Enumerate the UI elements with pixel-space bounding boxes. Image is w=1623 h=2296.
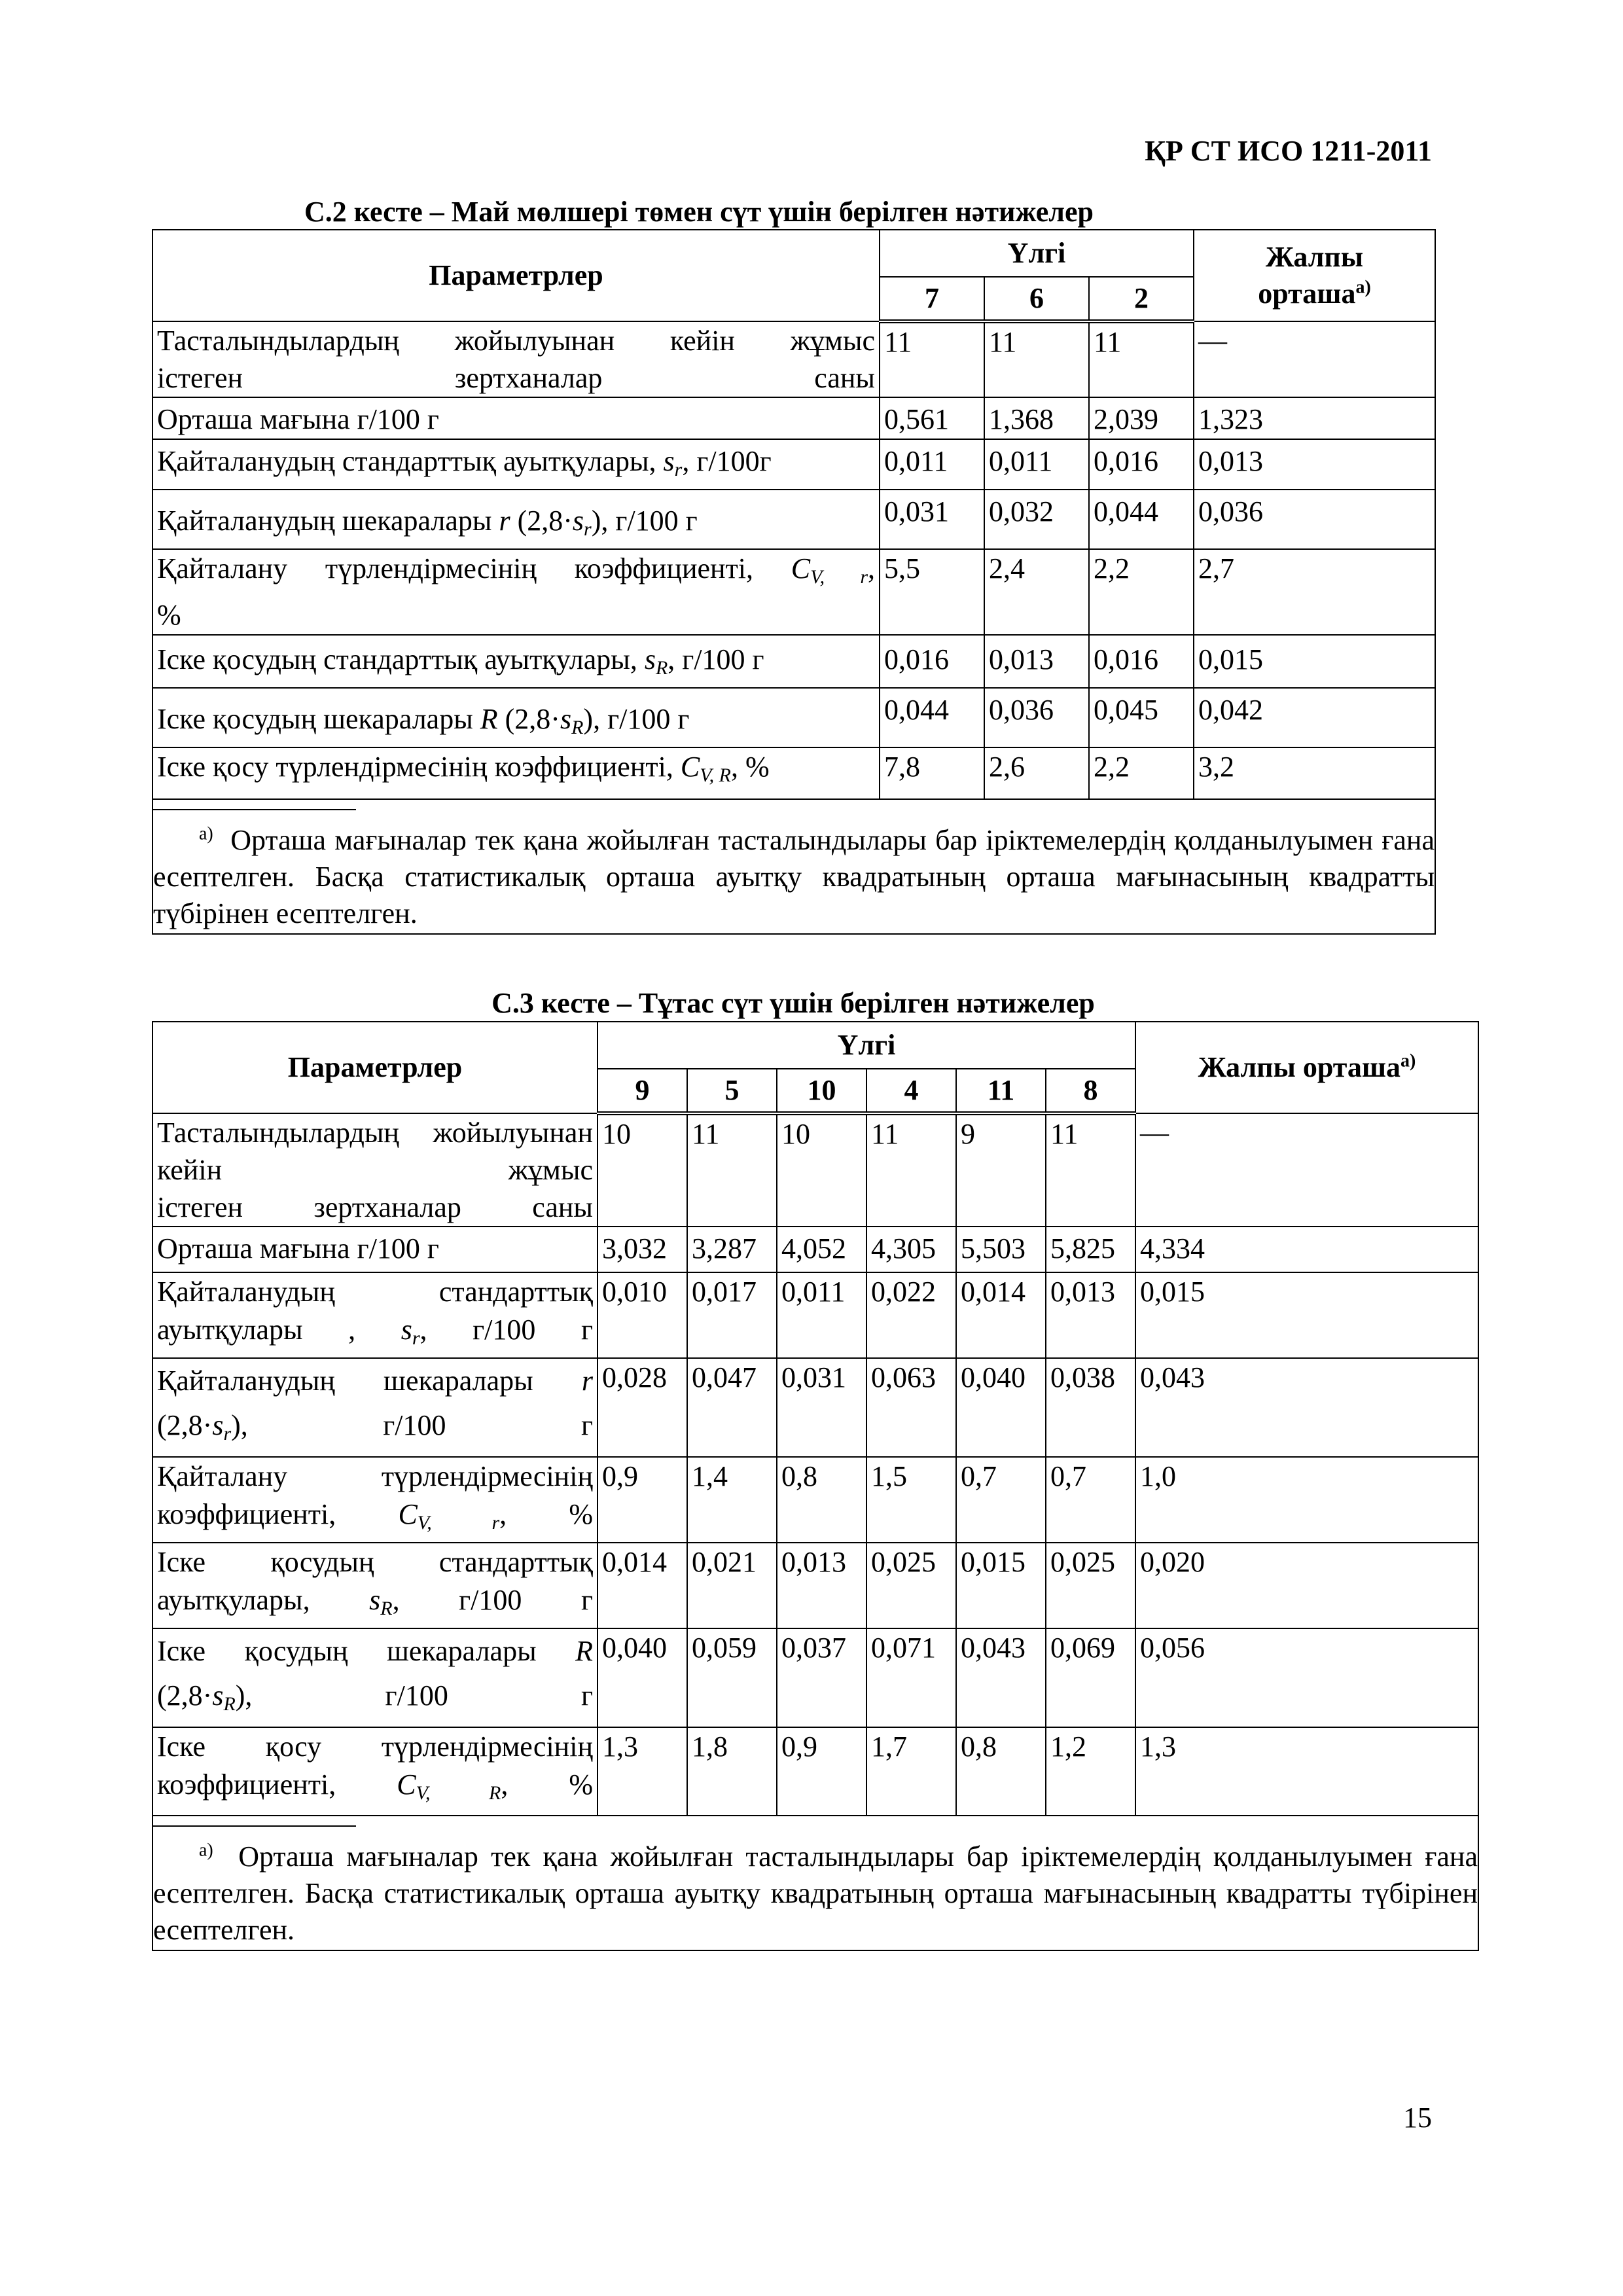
cell-value: 0,013 <box>1046 1272 1135 1358</box>
cell-total: 2,7 <box>1194 549 1435 635</box>
cell-value: 5,503 <box>956 1227 1046 1272</box>
cell-value: 0,040 <box>597 1628 687 1727</box>
cell-value: 0,047 <box>687 1358 777 1457</box>
cell-value: 11 <box>880 321 984 397</box>
row-label: Қайталанудың стандарттық ауытқулары , $s_r$, г/100 г <box>152 1272 597 1358</box>
cell-total: 4,334 <box>1135 1227 1478 1272</box>
table-row <box>152 397 1435 439</box>
cell-value: 11 <box>866 1113 956 1227</box>
header-total-label: Жалпы орташа <box>1198 1051 1401 1083</box>
cell-value: 0,8 <box>777 1457 866 1543</box>
cell-total: 1,3 <box>1135 1727 1478 1816</box>
cell-value: 0,015 <box>956 1543 1046 1628</box>
document-code: ҚР СТ ИСО 1211-2011 <box>1145 135 1432 167</box>
table-row <box>152 1113 1478 1227</box>
header-sample: Үлгі <box>597 1022 1135 1069</box>
cell-value: 0,011 <box>984 439 1089 490</box>
cell-value: 0,037 <box>777 1628 866 1727</box>
cell-value: 0,9 <box>777 1727 866 1816</box>
cell-value: 0,022 <box>866 1272 956 1358</box>
cell-total: 0,042 <box>1194 688 1435 747</box>
cell-total: 0,020 <box>1135 1543 1478 1628</box>
cell-total: — <box>1194 321 1435 397</box>
row-label: Қайталанудың шекаралары r $(2,8\cdot s_r)$, г/100 г <box>152 1358 597 1457</box>
table-c3-caption: С.3 кесте – Тұтас сүт үшін берілген нәтижелер <box>491 987 1095 1019</box>
cell-value: 0,010 <box>597 1272 687 1358</box>
footnote-mark: а) <box>199 1840 213 1861</box>
sample-header: 7 <box>880 277 984 321</box>
table-c2-caption: С.2 кесте – Май мөлшері төмен сүт үшін берілген нәтижелер <box>304 196 1094 228</box>
table-c3 <box>152 1021 1479 1951</box>
cell-value: 11 <box>687 1113 777 1227</box>
page-number: 15 <box>1403 2102 1432 2134</box>
cell-value: 0,011 <box>777 1272 866 1358</box>
cell-value: 2,2 <box>1089 747 1194 799</box>
cell-total: 0,056 <box>1135 1628 1478 1727</box>
cell-total: 3,2 <box>1194 747 1435 799</box>
header-sample: Үлгі <box>880 230 1194 277</box>
cell-value: 1,2 <box>1046 1727 1135 1816</box>
header-parameters: Параметрлер <box>152 1022 597 1113</box>
cell-value: 1,5 <box>866 1457 956 1543</box>
cell-value: 0,013 <box>777 1543 866 1628</box>
cell-value: 0,025 <box>1046 1543 1135 1628</box>
sample-header: 9 <box>597 1069 687 1113</box>
table-row <box>152 747 1435 799</box>
cell-value: 11 <box>1046 1113 1135 1227</box>
cell-value: 0,069 <box>1046 1628 1135 1727</box>
cell-value: 1,7 <box>866 1727 956 1816</box>
cell-value: 11 <box>984 321 1089 397</box>
row-label: Тасталындылардың жойылуынан кейін жұмыс істеген зертханалар саны <box>152 1113 597 1227</box>
header-total-line1: Жалпы <box>1265 241 1364 273</box>
cell-value: 9 <box>956 1113 1046 1227</box>
table-row <box>152 321 1435 397</box>
table-row <box>152 1227 1478 1272</box>
sample-header: 8 <box>1046 1069 1135 1113</box>
cell-value: 0,9 <box>597 1457 687 1543</box>
footnote-rule <box>153 809 356 810</box>
sample-header: 5 <box>687 1069 777 1113</box>
footnote-mark: а) <box>1355 277 1371 298</box>
table-row <box>152 549 1435 635</box>
cell-value: 1,8 <box>687 1727 777 1816</box>
row-label: Іске қосудың шекаралары R $(2,8\cdot s_R)$, г/100 г <box>152 688 880 747</box>
row-label: Іске қосудың стандарттық ауытқулары, $s_R$, г/100 г <box>152 635 880 688</box>
cell-value: 0,045 <box>1089 688 1194 747</box>
cell-value: 1,4 <box>687 1457 777 1543</box>
cell-value: 0,014 <box>956 1272 1046 1358</box>
cell-total: 1,323 <box>1194 397 1435 439</box>
cell-value: 0,071 <box>866 1628 956 1727</box>
cell-value: 3,287 <box>687 1227 777 1272</box>
cell-value: 0,032 <box>984 490 1089 549</box>
cell-value: 7,8 <box>880 747 984 799</box>
cell-value: 0,059 <box>687 1628 777 1727</box>
cell-value: 0,7 <box>956 1457 1046 1543</box>
cell-value: 0,017 <box>687 1272 777 1358</box>
table-row <box>152 635 1435 688</box>
header-total <box>1194 230 1435 321</box>
cell-value: 2,6 <box>984 747 1089 799</box>
cell-value: 2,2 <box>1089 549 1194 635</box>
cell-value: 0,013 <box>984 635 1089 688</box>
cell-value: 0,040 <box>956 1358 1046 1457</box>
table-c3-footnote <box>152 1816 1478 1950</box>
cell-total: 0,015 <box>1194 635 1435 688</box>
row-label: Қайталанудың шекаралары r $(2,8\cdot s_r)$, г/100 г <box>152 490 880 549</box>
table-row <box>152 1358 1478 1457</box>
row-label: Іске қосудың стандарттық ауытқулары, $s_R$, г/100 г <box>152 1543 597 1628</box>
cell-value: 0,036 <box>984 688 1089 747</box>
cell-value: 5,825 <box>1046 1227 1135 1272</box>
cell-value: 0,031 <box>880 490 984 549</box>
cell-value: 0,7 <box>1046 1457 1135 1543</box>
row-label: Іске қосу түрлендірмесінің коэффициенті, $C_{V, R}$, % <box>152 1727 597 1816</box>
row-label: Қайталану түрлендірмесінің коэффициенті, $C_{V, r}$, % <box>152 549 880 635</box>
table-row <box>152 1727 1478 1816</box>
cell-value: 0,025 <box>866 1543 956 1628</box>
sample-header: 2 <box>1089 277 1194 321</box>
footnote-mark: а) <box>1400 1050 1416 1071</box>
header-total-line2: орташа <box>1258 278 1356 310</box>
table-c2 <box>152 229 1436 935</box>
footnote-text: Орташа мағыналар тек қана жойылған тасталындылары бар іріктемелердің қолданылуымен ғана есептелген. Басқа статистикалық орташа ауытқу квадратының орташа мағынасының квадратты түбірінен есептелген. <box>153 824 1435 929</box>
sample-header: 4 <box>866 1069 956 1113</box>
cell-value: 0,044 <box>1089 490 1194 549</box>
cell-value: 4,305 <box>866 1227 956 1272</box>
cell-value: 0,016 <box>1089 439 1194 490</box>
cell-value: 2,039 <box>1089 397 1194 439</box>
table-c2-footnote <box>152 799 1435 934</box>
table-row <box>152 1628 1478 1727</box>
cell-value: 0,016 <box>1089 635 1194 688</box>
row-label: Орташа мағына г/100 г <box>152 1227 597 1272</box>
cell-total: 0,013 <box>1194 439 1435 490</box>
cell-value: 10 <box>597 1113 687 1227</box>
cell-total: 1,0 <box>1135 1457 1478 1543</box>
table-row <box>152 1543 1478 1628</box>
table-row <box>152 688 1435 747</box>
cell-value: 0,038 <box>1046 1358 1135 1457</box>
cell-value: 3,032 <box>597 1227 687 1272</box>
cell-total: 0,015 <box>1135 1272 1478 1358</box>
cell-value: 0,021 <box>687 1543 777 1628</box>
cell-value: 1,368 <box>984 397 1089 439</box>
row-label: Іске қосу түрлендірмесінің коэффициенті, $C_{V, R}$, % <box>152 747 880 799</box>
sample-header: 10 <box>777 1069 866 1113</box>
table-row <box>152 439 1435 490</box>
row-label: Қайталану түрлендірмесінің коэффициенті, $C_{V, r}$, % <box>152 1457 597 1543</box>
header-total <box>1135 1022 1478 1113</box>
row-label: Іске қосудың шекаралары R $(2,8\cdot s_R)$, г/100 г <box>152 1628 597 1727</box>
footnote-text: Орташа мағыналар тек қана жойылған тасталындылары бар іріктемелердің қолданылуымен ғана есептелген. Басқа статистикалық орташа ауытқу квадратының орташа мағынасының квадратты түбірінен есептелген. <box>153 1840 1478 1946</box>
cell-value: 1,3 <box>597 1727 687 1816</box>
cell-value: 0,031 <box>777 1358 866 1457</box>
cell-value: 4,052 <box>777 1227 866 1272</box>
cell-value: 0,044 <box>880 688 984 747</box>
footnote-rule <box>153 1825 356 1827</box>
row-label: Тасталындылардың жойылуынан кейін жұмыс істеген зертханалар саны <box>152 321 880 397</box>
cell-value: 0,043 <box>956 1628 1046 1727</box>
cell-value: 0,011 <box>880 439 984 490</box>
cell-total: 0,043 <box>1135 1358 1478 1457</box>
cell-total: 0,036 <box>1194 490 1435 549</box>
sample-header: 11 <box>956 1069 1046 1113</box>
row-label: Орташа мағына г/100 г <box>152 397 880 439</box>
cell-value: 0,063 <box>866 1358 956 1457</box>
cell-value: 0,016 <box>880 635 984 688</box>
cell-value: 0,561 <box>880 397 984 439</box>
footnote-mark: а) <box>199 823 213 844</box>
cell-value: 2,4 <box>984 549 1089 635</box>
cell-value: 5,5 <box>880 549 984 635</box>
cell-value: 0,028 <box>597 1358 687 1457</box>
header-parameters: Параметрлер <box>152 230 880 321</box>
cell-total: — <box>1135 1113 1478 1227</box>
cell-value: 11 <box>1089 321 1194 397</box>
row-label: Қайталанудың стандарттық ауытқулары, $s_r$, г/100г <box>152 439 880 490</box>
table-row <box>152 1272 1478 1358</box>
cell-value: 0,014 <box>597 1543 687 1628</box>
cell-value: 0,8 <box>956 1727 1046 1816</box>
table-row <box>152 490 1435 549</box>
cell-value: 10 <box>777 1113 866 1227</box>
sample-header: 6 <box>984 277 1089 321</box>
table-row <box>152 1457 1478 1543</box>
